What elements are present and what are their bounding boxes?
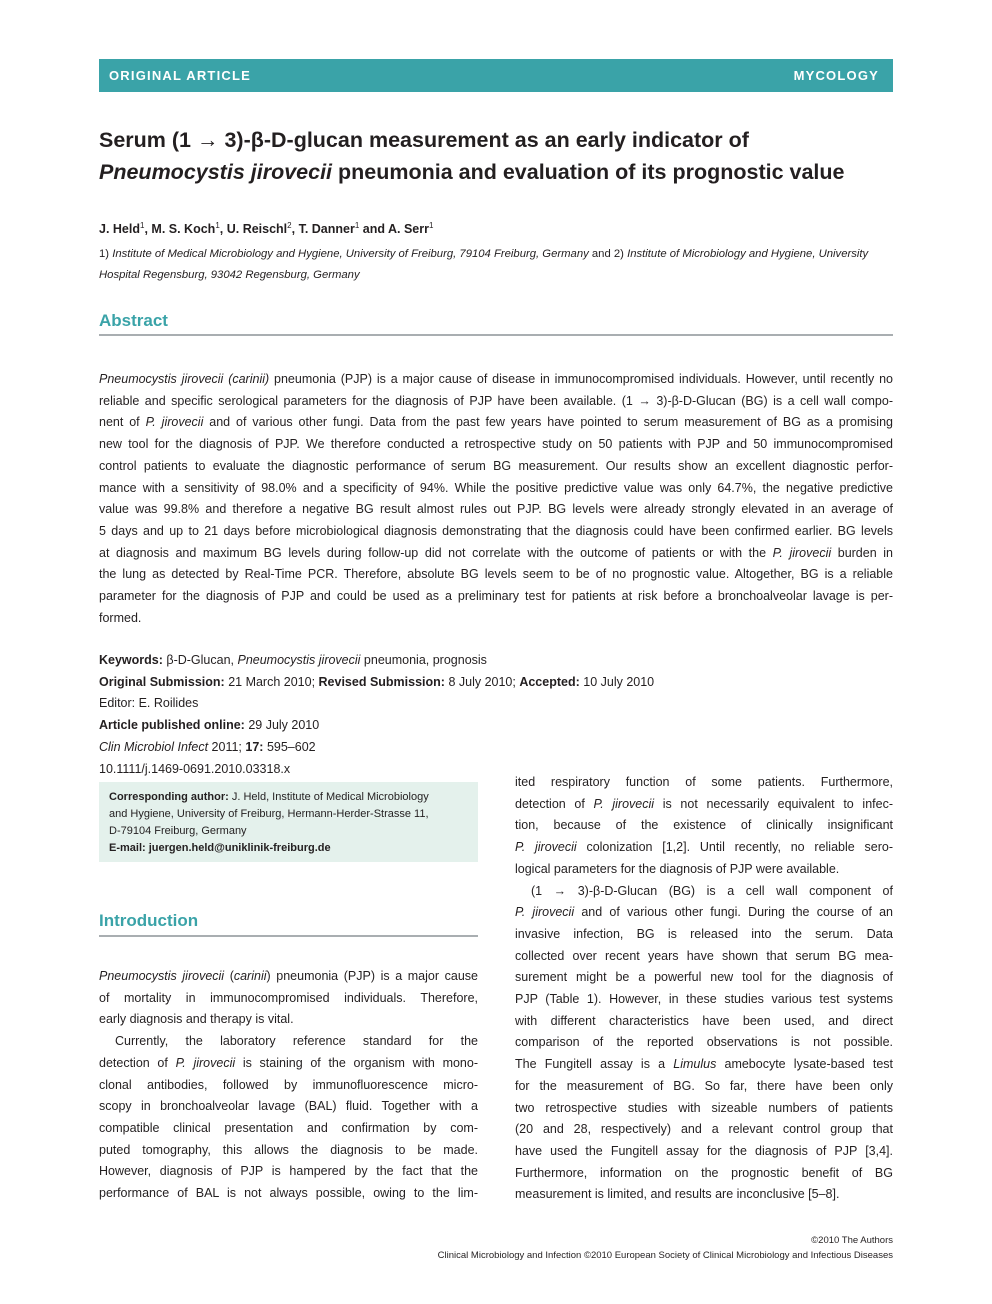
published-label: Article published online: bbox=[99, 718, 245, 733]
keywords-label: Keywords: bbox=[99, 653, 163, 667]
body-line: Currently, the laboratory reference standard for the bbox=[115, 1034, 478, 1049]
title-organism: Pneumocystis jirovecii bbox=[99, 160, 333, 184]
body-text: ) pneumonia (PJP) is a major cause bbox=[266, 969, 478, 983]
abstract-text: at diagnosis and maximum BG levels during follow-up did not correlate with the outcome of patients or with the bbox=[99, 545, 773, 560]
journal-volume: 17: bbox=[245, 739, 264, 754]
body-line: tion, because of the existence of clinically insignificant bbox=[515, 818, 893, 833]
author-affiliation-marker: 1 bbox=[354, 221, 360, 230]
body-line: compatible clinical presentation and confirmation by com- bbox=[99, 1120, 478, 1135]
author bbox=[99, 222, 151, 236]
journal-citation bbox=[99, 737, 654, 759]
journal-pages: 595–602 bbox=[263, 739, 316, 754]
doi-link[interactable]: 10.1111/j.1469-0691.2010.03318.x bbox=[99, 761, 291, 776]
author-name: T. Danner bbox=[298, 222, 355, 237]
corresponding-line: D-79104 Freiburg, Germany bbox=[109, 825, 247, 837]
body-organism: P. jirovecii bbox=[515, 905, 575, 920]
title-line-1: Serum (1 → 3)-β-D-glucan measurement as an early indicator of bbox=[99, 128, 749, 152]
keywords-text: β-D-Glucan, bbox=[162, 653, 238, 667]
corresponding-email[interactable] bbox=[109, 840, 468, 857]
body-text: amebocyte lysate-based test bbox=[716, 1057, 893, 1072]
revised-submission-date: 8 July 2010; bbox=[444, 674, 520, 689]
author-separator: , bbox=[291, 222, 299, 237]
body-line: with different characteristics have been used, and direct bbox=[515, 1013, 893, 1028]
email-address[interactable]: juergen.held@uniklinik-freiburg.de bbox=[145, 842, 331, 854]
abstract-line bbox=[99, 543, 893, 565]
abstract-heading: Abstract bbox=[99, 311, 168, 330]
body-line bbox=[99, 966, 478, 988]
corresponding-text: J. Held, Institute of Medical Microbiology bbox=[228, 791, 429, 803]
body-text: is staining of the organism with mono- bbox=[235, 1055, 478, 1070]
accepted-date: 10 July 2010 bbox=[579, 674, 655, 689]
body-line bbox=[515, 794, 893, 816]
body-text: The Fungitell assay is a bbox=[515, 1057, 674, 1072]
corresponding-author-box bbox=[99, 782, 478, 862]
affiliations bbox=[99, 244, 893, 286]
body-line: performance of BAL is not always possible, owing to the lim- bbox=[99, 1186, 478, 1201]
abstract-line: formed. bbox=[99, 610, 142, 625]
body-line: (20 and 28, respectively) and a relevant control group that bbox=[515, 1122, 893, 1137]
body-line: Furthermore, information on the prognostic benefit of BG bbox=[515, 1165, 893, 1180]
abstract-body bbox=[99, 369, 893, 629]
author-separator: , bbox=[219, 222, 227, 237]
title-line-2-rest: pneumonia and evaluation of its prognostic value bbox=[332, 160, 845, 184]
author-separator: and bbox=[359, 222, 388, 237]
affiliation-2: Institute of Microbiology and Hygiene, University bbox=[627, 248, 869, 260]
body-line: PJP (Table 1). However, in these studies various test systems bbox=[515, 992, 893, 1007]
body-line bbox=[515, 1054, 893, 1076]
abstract-line bbox=[99, 412, 893, 434]
body-line: surement might be a powerful new tool for the diagnosis of bbox=[515, 970, 893, 985]
author-name: J. Held bbox=[99, 222, 140, 237]
editor: Editor: E. Roilides bbox=[99, 696, 199, 711]
body-organism: carinii bbox=[233, 969, 267, 983]
abstract-organism: Pneumocystis jirovecii (carinii) bbox=[99, 372, 270, 386]
article-title bbox=[99, 124, 893, 188]
footer-copyright: ©2010 The Authors bbox=[811, 1235, 893, 1246]
body-organism: P. jirovecii bbox=[593, 796, 655, 811]
author-name: A. Serr bbox=[388, 222, 429, 237]
body-line: of mortality in immunocompromised individuals. Therefore, bbox=[99, 990, 478, 1005]
abstract-line: value was 99.8% and therefore a negative BG result almost rules out PJP. BG levels were already strongly elevated in an average of bbox=[99, 502, 893, 517]
abstract-line bbox=[99, 369, 893, 391]
body-line: measurement is limited, and results are inconclusive [5–8]. bbox=[515, 1187, 840, 1202]
article-type-label: ORIGINAL ARTICLE bbox=[109, 68, 251, 83]
body-text: and of various other fungi. During the course of an bbox=[574, 905, 893, 920]
author bbox=[227, 222, 299, 236]
introduction-rule bbox=[99, 935, 478, 937]
journal-year: 2011; bbox=[208, 739, 246, 754]
abstract-line: control patients to evaluate the diagnostic performance of serum BG measurement. Our results show an excellent diagnostic perfor- bbox=[99, 458, 893, 473]
abstract-organism: P. jirovecii bbox=[772, 545, 832, 560]
keywords bbox=[99, 650, 654, 672]
body-organism: P. jirovecii bbox=[515, 840, 577, 855]
abstract-line: mance with a sensitivity of 98.0% and a specificity of 94%. While the positive predictive value was only 64.7%, the negative predictive bbox=[99, 480, 893, 495]
body-line: for the measurement of BG. So far, there have been only bbox=[515, 1078, 893, 1093]
introduction-heading: Introduction bbox=[99, 911, 199, 930]
keywords-text: pneumonia, prognosis bbox=[360, 653, 487, 667]
body-line: comparison of the reported observations is not possible. bbox=[515, 1035, 893, 1050]
author-name: U. Reischl bbox=[226, 222, 288, 237]
body-line: scopy in bronchoalveolar lavage (BAL) fluid. Together with a bbox=[99, 1099, 478, 1114]
body-organism: Limulus bbox=[673, 1057, 717, 1072]
submission-dates bbox=[99, 672, 654, 694]
body-line bbox=[99, 1053, 478, 1075]
article-metadata bbox=[99, 650, 654, 780]
abstract-text: and of various other fungi. Data from the past few years have pointed to serum measurement of BG as a promising bbox=[203, 415, 893, 430]
author-affiliation-marker: 1 bbox=[429, 221, 434, 230]
body-text: colonization [1,2]. Until recently, no reliable sero- bbox=[576, 840, 893, 855]
author-affiliation-marker: 1 bbox=[215, 221, 220, 230]
author-separator: , bbox=[144, 222, 152, 237]
author-affiliation-marker: 2 bbox=[287, 221, 292, 230]
abstract-text: burden in bbox=[831, 545, 893, 560]
title-line-2 bbox=[99, 156, 893, 188]
body-line: However, diagnosis of PJP is hampered by the fact that the bbox=[99, 1164, 478, 1179]
introduction-right-column bbox=[515, 772, 893, 1206]
abstract-text: pneumonia (PJP) is a major cause of disease in immunocompromised individuals. However, until recently no bbox=[269, 372, 893, 386]
affiliation-2-cont: Hospital Regensburg, 93042 Regensburg, Germany bbox=[99, 269, 360, 281]
body-line: ited respiratory function of some patients. Furthermore, bbox=[515, 775, 893, 789]
published-online bbox=[99, 715, 654, 737]
affiliation-1: Institute of Medical Microbiology and Hygiene, University of Freiburg, 79104 Freiburg, Germany bbox=[112, 248, 589, 260]
body-line: early diagnosis and therapy is vital. bbox=[99, 1012, 294, 1027]
corresponding-label: Corresponding author: bbox=[109, 791, 229, 803]
body-line: clonal antibodies, followed by immunofluorescence micro- bbox=[99, 1077, 478, 1092]
body-text: detection of bbox=[515, 796, 594, 811]
abstract-line: 5 days and up to 21 days before microbiological diagnosis demonstrating that the diagnosis could have been confirmed earlier. BG levels bbox=[99, 523, 893, 538]
affiliation-line-1 bbox=[99, 244, 893, 265]
original-submission-label: Original Submission: bbox=[99, 674, 225, 689]
body-line: invasive infection, BG is released into the serum. Data bbox=[515, 926, 893, 941]
body-organism: Pneumocystis jirovecii bbox=[99, 969, 225, 983]
affiliation-number: 1) bbox=[99, 248, 113, 260]
corresponding-line bbox=[109, 789, 468, 806]
abstract-rule bbox=[99, 334, 893, 336]
subject-label: MYCOLOGY bbox=[793, 68, 879, 83]
body-line: puted tomography, this allows the diagnosis to be made. bbox=[99, 1142, 478, 1157]
body-line bbox=[515, 902, 893, 924]
journal-name: Clin Microbiol Infect bbox=[99, 739, 209, 754]
abstract-line: reliable and specific serological parameters for the diagnosis of PJP have been available. (1 → 3)-β-D-Glucan (BG) is a cell wall compo- bbox=[99, 393, 893, 408]
email-label: E-mail: bbox=[109, 842, 146, 854]
body-line bbox=[515, 837, 893, 859]
body-text: detection of bbox=[99, 1055, 176, 1070]
abstract-line: parameter for the diagnosis of PJP and could be used as a preliminary test for patients at risk before a bronchoalveolar lavage is per- bbox=[99, 589, 893, 604]
abstract-line: the lung as detected by Real-Time PCR. Therefore, absolute BG levels seem to be of no prognostic value. Altogether, BG is a reliable bbox=[99, 567, 893, 582]
author bbox=[299, 222, 388, 236]
corresponding-line: and Hygiene, University of Freiburg, Hermann-Herder-Strasse 11, bbox=[109, 808, 429, 820]
introduction-left-column bbox=[99, 966, 478, 1205]
abstract-text: nent of bbox=[99, 415, 146, 430]
abstract-line: new tool for the diagnosis of PJP. We therefore conducted a retrospective study on 50 patients with PJP and 50 immunocompromised bbox=[99, 437, 893, 452]
footer-journal: Clinical Microbiology and Infection ©2010 European Society of Clinical Microbiology and Infectious Diseases bbox=[437, 1250, 893, 1261]
abstract-organism: P. jirovecii bbox=[145, 415, 204, 430]
affiliation-number: and 2) bbox=[588, 248, 628, 260]
published-date: 29 July 2010 bbox=[244, 718, 320, 733]
author bbox=[388, 222, 433, 236]
body-line: two retrospective studies with sizeable numbers of patients bbox=[515, 1100, 893, 1115]
body-line: (1 → 3)-β-D-Glucan (BG) is a cell wall component of bbox=[531, 883, 893, 898]
original-submission-date: 21 March 2010; bbox=[224, 674, 319, 689]
body-text: is not necessarily equivalent to infec- bbox=[654, 796, 893, 811]
body-organism: P. jirovecii bbox=[175, 1055, 236, 1070]
author-list bbox=[99, 221, 433, 236]
body-line: have used the Fungitell assay for the diagnosis of PJP [3,4]. bbox=[515, 1143, 893, 1158]
body-line: collected over recent years have shown that serum BG mea- bbox=[515, 948, 893, 963]
body-text: ( bbox=[224, 969, 234, 983]
author-affiliation-marker: 1 bbox=[140, 221, 145, 230]
author bbox=[151, 222, 226, 236]
body-line: logical parameters for the diagnosis of PJP were available. bbox=[515, 861, 840, 876]
section-banner bbox=[99, 59, 893, 92]
author-name: M. S. Koch bbox=[151, 222, 216, 237]
keywords-organism: Pneumocystis jirovecii bbox=[237, 653, 361, 667]
accepted-label: Accepted: bbox=[519, 674, 580, 689]
affiliation-line-2 bbox=[99, 265, 893, 286]
revised-submission-label: Revised Submission: bbox=[318, 674, 445, 689]
